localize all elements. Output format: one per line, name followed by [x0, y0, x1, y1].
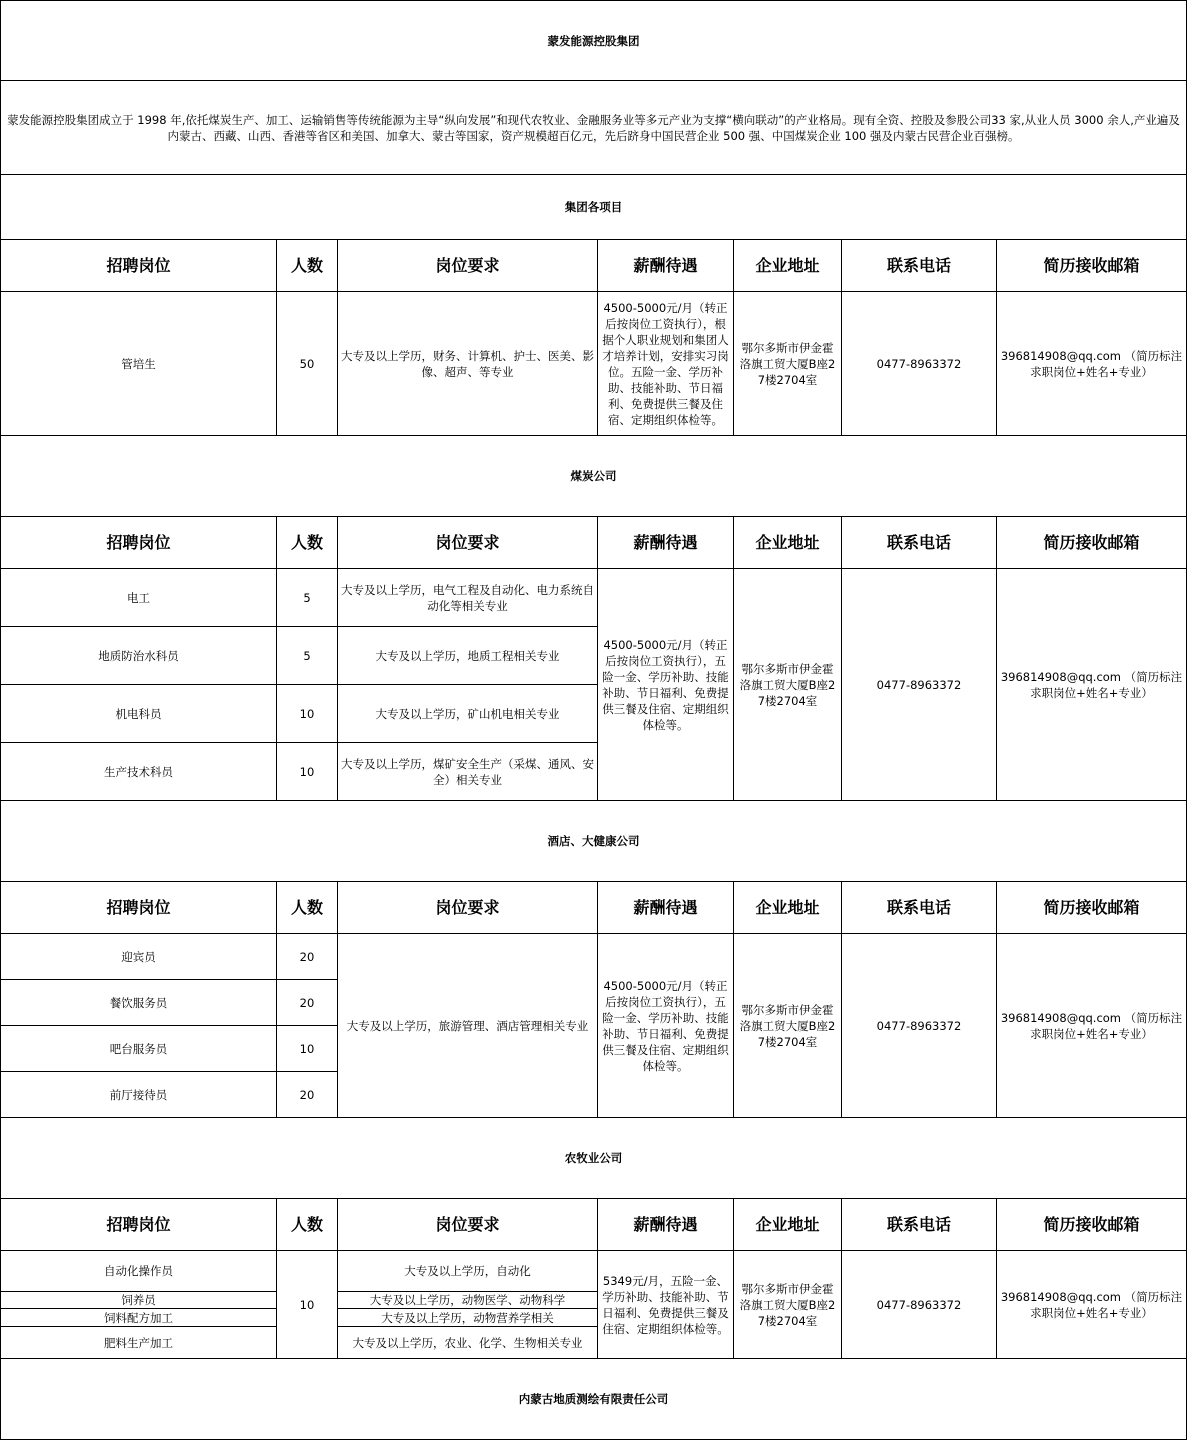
email-cell: 396814908@qq.com （简历标注求职岗位+姓名+专业）	[997, 569, 1187, 801]
header-phone: 联系电话	[842, 1199, 997, 1251]
section-title-group-projects: 集团各项目	[1, 175, 1187, 240]
phone-cell: 0477-8963372	[842, 292, 997, 436]
header-email: 简历接收邮箱	[997, 1199, 1187, 1251]
position-cell: 地质防治水科员	[1, 627, 277, 685]
header-requirement: 岗位要求	[338, 517, 598, 569]
count-cell: 10	[277, 743, 338, 801]
count-cell: 5	[277, 627, 338, 685]
requirement-cell: 大专及以上学历，自动化	[338, 1251, 598, 1292]
header-phone: 联系电话	[842, 240, 997, 292]
header-phone: 联系电话	[842, 882, 997, 934]
header-salary: 薪酬待遇	[598, 1199, 734, 1251]
requirement-cell: 大专及以上学历，农业、化学、生物相关专业	[338, 1327, 598, 1359]
requirement-cell: 大专及以上学历，煤矿安全生产（采煤、通风、安全）相关专业	[338, 743, 598, 801]
company-intro: 蒙发能源控股集团成立于 1998 年,依托煤炭生产、加工、运输销售等传统能源为主导“纵向发展”和现代农牧业、金融服务业等多元产业为支撑“横向联动”的产业格局。现有全资、控股及参股公司33 家,从业人员 3000 余人,产业遍及内蒙古、西藏、山西、香港等省区和美国、加拿大、蒙古等国家，资产规模超百亿元，先后跻身中国民营企业 500 强、中国煤炭企业 100 强及内蒙古民营企业百强榜。	[1, 81, 1187, 175]
header-count: 人数	[277, 517, 338, 569]
salary-cell: 4500-5000元/月（转正后按岗位工资执行），五险一金、学历补助、技能补助、节日福利、免费提供三餐及住宿、定期组织体检等。	[598, 569, 734, 801]
count-cell: 10	[277, 685, 338, 743]
header-email: 简历接收邮箱	[997, 517, 1187, 569]
position-cell: 饲料配方加工	[1, 1309, 277, 1327]
header-address: 企业地址	[734, 882, 842, 934]
email-cell: 396814908@qq.com （简历标注求职岗位+姓名+专业）	[997, 934, 1187, 1118]
count-cell: 20	[277, 934, 338, 980]
position-cell: 机电科员	[1, 685, 277, 743]
header-count: 人数	[277, 1199, 338, 1251]
header-salary: 薪酬待遇	[598, 240, 734, 292]
table-row	[1, 292, 1187, 436]
header-email: 简历接收邮箱	[997, 882, 1187, 934]
section-title-coal: 煤炭公司	[1, 436, 1187, 517]
requirement-cell: 大专及以上学历，地质工程相关专业	[338, 627, 598, 685]
section-title-agriculture: 农牧业公司	[1, 1118, 1187, 1199]
header-address: 企业地址	[734, 1199, 842, 1251]
position-cell: 生产技术科员	[1, 743, 277, 801]
position-cell: 肥料生产加工	[1, 1327, 277, 1359]
count-cell: 20	[277, 1072, 338, 1118]
section-title-hotel-health: 酒店、大健康公司	[1, 801, 1187, 882]
count-cell: 10	[277, 1026, 338, 1072]
header-phone: 联系电话	[842, 517, 997, 569]
salary-cell: 4500-5000元/月（转正后按岗位工资执行），根据个人职业规划和集团人才培养计划，安排实习岗位。五险一金、学历补助、技能补助、节日福利、免费提供三餐及住宿、定期组织体检等。	[598, 292, 734, 436]
header-salary: 薪酬待遇	[598, 517, 734, 569]
position-cell: 吧台服务员	[1, 1026, 277, 1072]
phone-cell: 0477-8963372	[842, 1251, 997, 1359]
position-cell: 前厅接待员	[1, 1072, 277, 1118]
header-requirement: 岗位要求	[338, 1199, 598, 1251]
section-title-geology-survey: 内蒙古地质测绘有限责任公司	[1, 1359, 1187, 1440]
table-row	[1, 934, 1187, 980]
email-cell: 396814908@qq.com （简历标注求职岗位+姓名+专业）	[997, 1251, 1187, 1359]
header-address: 企业地址	[734, 517, 842, 569]
phone-cell: 0477-8963372	[842, 569, 997, 801]
requirement-cell: 大专及以上学历，矿山机电相关专业	[338, 685, 598, 743]
salary-cell: 5349元/月，五险一金、学历补助、技能补助、节日福利、免费提供三餐及住宿、定期组织体检等。	[598, 1251, 734, 1359]
table-header-row	[1, 240, 1187, 292]
position-cell: 电工	[1, 569, 277, 627]
address-cell: 鄂尔多斯市伊金霍洛旗工贸大厦B座27楼2704室	[734, 1251, 842, 1359]
position-cell: 自动化操作员	[1, 1251, 277, 1292]
header-position: 招聘岗位	[1, 517, 277, 569]
count-cell: 5	[277, 569, 338, 627]
phone-cell: 0477-8963372	[842, 934, 997, 1118]
position-cell: 迎宾员	[1, 934, 277, 980]
header-count: 人数	[277, 882, 338, 934]
table-header-row	[1, 1199, 1187, 1251]
header-requirement: 岗位要求	[338, 240, 598, 292]
header-position: 招聘岗位	[1, 1199, 277, 1251]
header-position: 招聘岗位	[1, 882, 277, 934]
position-cell: 餐饮服务员	[1, 980, 277, 1026]
requirement-cell: 大专及以上学历，旅游管理、酒店管理相关专业	[338, 934, 598, 1118]
requirement-cell: 大专及以上学历，动物营养学相关	[338, 1309, 598, 1327]
header-salary: 薪酬待遇	[598, 882, 734, 934]
header-position: 招聘岗位	[1, 240, 277, 292]
count-cell: 10	[277, 1251, 338, 1359]
position-cell: 饲养员	[1, 1292, 277, 1309]
requirement-cell: 大专及以上学历，动物医学、动物科学	[338, 1292, 598, 1309]
table-row	[1, 569, 1187, 627]
header-address: 企业地址	[734, 240, 842, 292]
requirement-cell: 大专及以上学历，电气工程及自动化、电力系统自动化等相关专业	[338, 569, 598, 627]
company-title: 蒙发能源控股集团	[1, 1, 1187, 81]
table-header-row	[1, 882, 1187, 934]
email-cell: 396814908@qq.com （简历标注求职岗位+姓名+专业）	[997, 292, 1187, 436]
table-row	[1, 1251, 1187, 1292]
header-requirement: 岗位要求	[338, 882, 598, 934]
header-count: 人数	[277, 240, 338, 292]
position-cell: 管培生	[1, 292, 277, 436]
count-cell: 50	[277, 292, 338, 436]
address-cell: 鄂尔多斯市伊金霍洛旗工贸大厦B座27楼2704室	[734, 292, 842, 436]
table-header-row	[1, 517, 1187, 569]
address-cell: 鄂尔多斯市伊金霍洛旗工贸大厦B座27楼2704室	[734, 569, 842, 801]
count-cell: 20	[277, 980, 338, 1026]
requirement-cell: 大专及以上学历，财务、计算机、护士、医美、影像、超声、等专业	[338, 292, 598, 436]
salary-cell: 4500-5000元/月（转正后按岗位工资执行），五险一金、学历补助、技能补助、节日福利、免费提供三餐及住宿、定期组织体检等。	[598, 934, 734, 1118]
header-email: 简历接收邮箱	[997, 240, 1187, 292]
address-cell: 鄂尔多斯市伊金霍洛旗工贸大厦B座27楼2704室	[734, 934, 842, 1118]
